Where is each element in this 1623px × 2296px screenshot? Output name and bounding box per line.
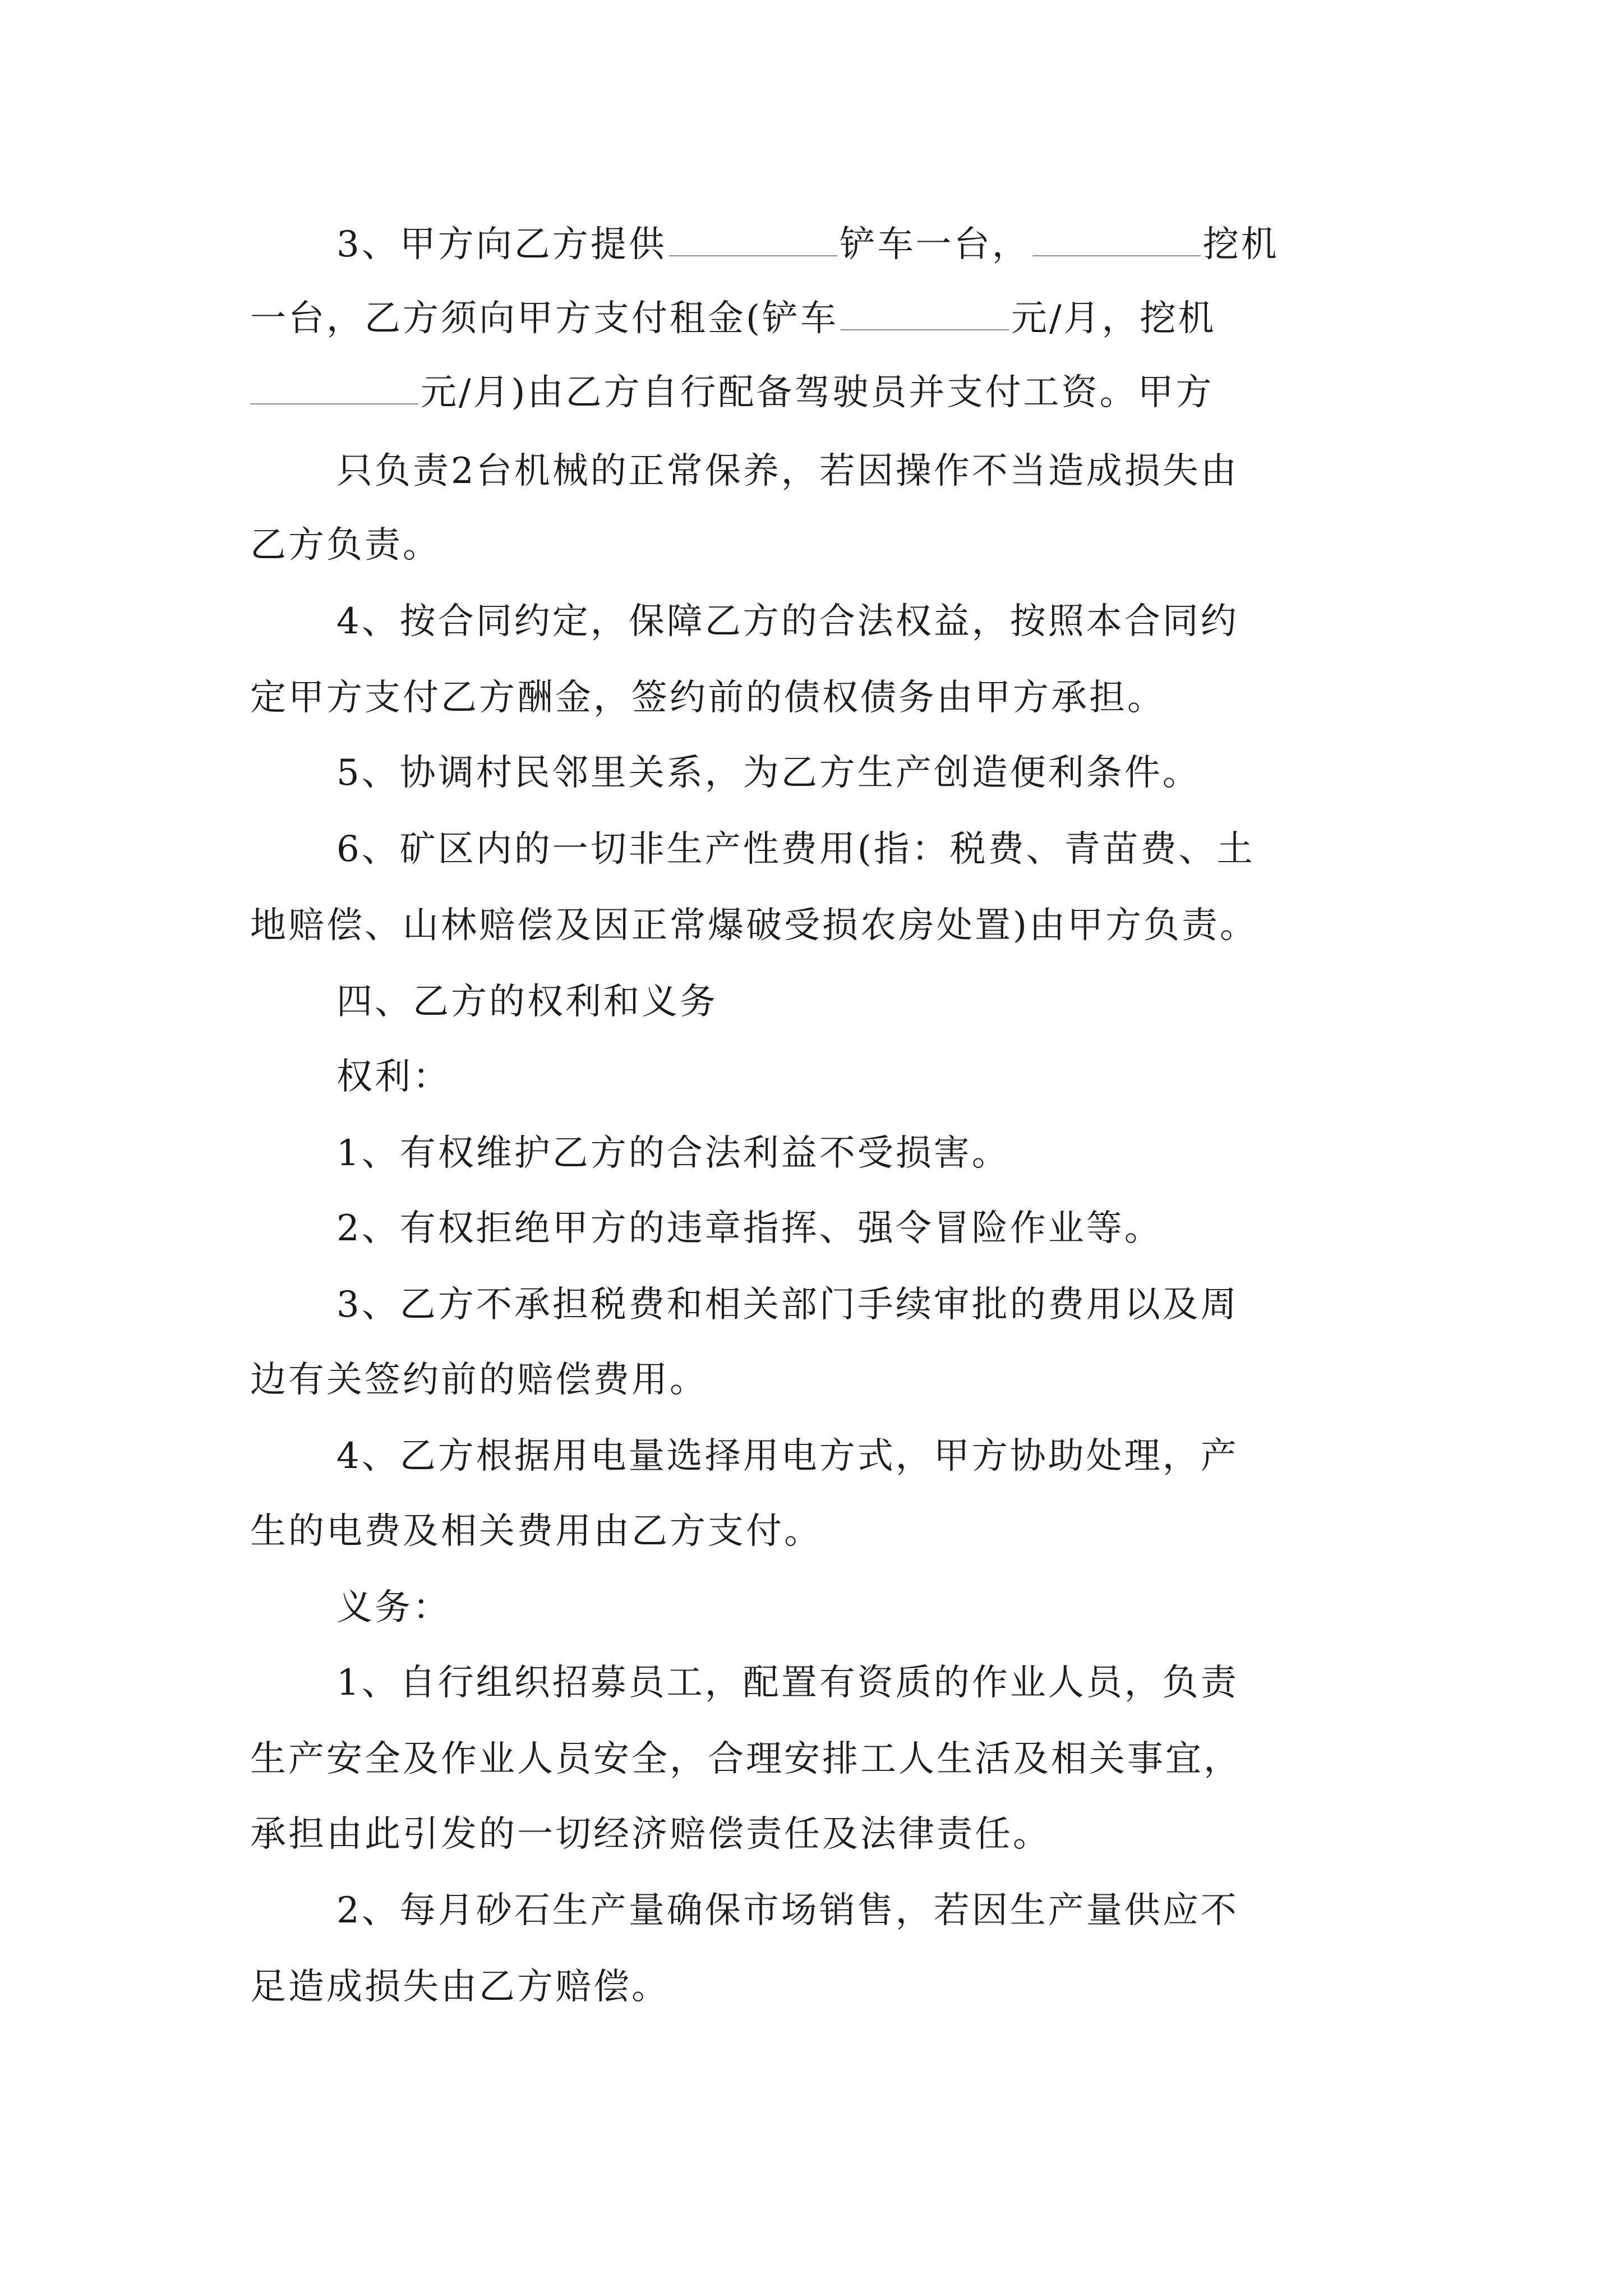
fill-in-blank: [1032, 223, 1201, 256]
text-line: 5、协调村民邻里关系，为乙方生产创造便利条件。: [336, 752, 1201, 794]
text-line: [250, 292, 1216, 346]
text-line: 定甲方支付乙方酬金，签约前的债权债务由甲方承担。: [250, 677, 1165, 719]
text-line: 1、有权维护乙方的合法利益不受损害。: [336, 1133, 1010, 1174]
text-line: 4、按合同约定，保障乙方的合法权益，按照本合同约: [336, 601, 1239, 642]
text-line: [250, 366, 1214, 420]
section-heading: 四、乙方的权利和义务: [336, 981, 718, 1023]
text-line: 1、自行组织招募员工，配置有资质的作业人员，负责: [336, 1662, 1239, 1704]
subheading-duties: 义务：: [336, 1587, 451, 1628]
text-line: 6、矿区内的一切非生产性费用(指：税费、青苗费、土: [336, 829, 1255, 870]
text-line: 生的电费及相关费用由乙方支付。: [250, 1511, 822, 1552]
text-segment: 3、甲方向乙方提供: [336, 224, 667, 265]
text-segment: 元/月)由乙方自行配备驾驶员并支付工资。甲方: [421, 372, 1214, 413]
text-line: 2、有权拒绝甲方的违章指挥、强令冒险作业等。: [336, 1208, 1163, 1249]
text-line: 地赔偿、山林赔偿及因正常爆破受损农房处置)由甲方负责。: [250, 905, 1258, 946]
fill-in-blank: [250, 371, 418, 404]
fill-in-blank: [841, 297, 1009, 330]
text-line: 边有关签约前的赔偿费用。: [250, 1359, 708, 1401]
text-line: 足造成损失由乙方赔偿。: [250, 1966, 670, 2008]
text-segment: 铲车一台，: [839, 224, 1030, 265]
text-segment: 挖机: [1202, 224, 1279, 265]
text-segment: 元/月，挖机: [1011, 298, 1216, 339]
text-line: [336, 218, 1279, 272]
subheading-rights: 权利：: [336, 1056, 451, 1098]
text-line: 4、乙方根据用电量选择用电方式，甲方协助处理，产: [336, 1435, 1239, 1477]
text-line: 只负责2台机械的正常保养，若因操作不当造成损失由: [336, 450, 1239, 492]
text-line: 生产安全及作业人员安全，合理安排工人生活及相关事宜，: [250, 1738, 1242, 1780]
text-line: 承担由此引发的一切经济赔偿责任及法律责任。: [250, 1814, 1051, 1855]
text-segment: 一台，乙方须向甲方支付租金(铲车: [250, 298, 838, 339]
text-line: 2、每月砂石生产量确保市场销售，若因生产量供应不: [336, 1890, 1239, 1931]
fill-in-blank: [669, 223, 837, 256]
text-line: 3、乙方不承担税费和相关部门手续审批的费用以及周: [336, 1284, 1239, 1326]
text-line: 乙方负责。: [250, 524, 441, 566]
